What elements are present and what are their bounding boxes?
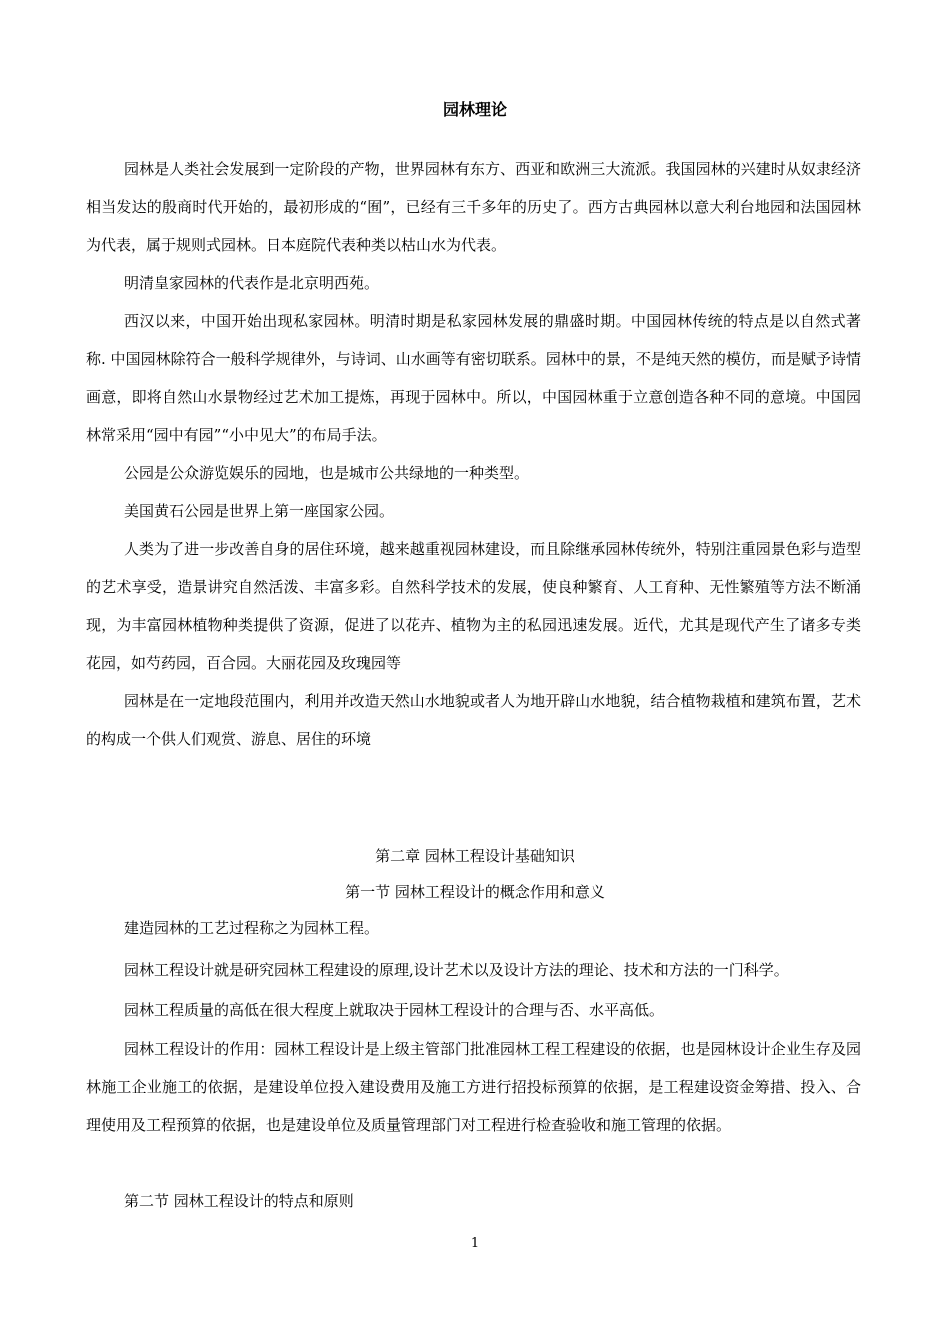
- paragraph-design-quality: 园林工程质量的高低在很大程度上就取决于园林工程设计的合理与否、水平高低。: [124, 1001, 665, 1019]
- section-heading-1: 第一节 园林工程设计的概念作用和意义: [345, 883, 605, 901]
- section-heading-2: 第二节 园林工程设计的特点和原则: [124, 1192, 354, 1210]
- page-title: 园林理论: [442, 100, 507, 119]
- paragraph-public-park: 公园是公众游览娱乐的园地，也是城市公共绿地的一种类型。: [124, 464, 530, 482]
- paragraph-engineering-definition: 建造园林的工艺过程称之为园林工程。: [124, 919, 380, 937]
- page-number: 1: [470, 1236, 480, 1251]
- paragraph-design-definition: 园林工程设计就是研究园林工程建设的原理,设计艺术以及设计方法的理论、技术和方法的一门科学。: [124, 961, 789, 979]
- paragraph-modern-development: 人类为了进一步改善自身的居住环境，越来越重视园林建设，而且除继承园林传统外，特别注重园景色彩与造型的艺术享受，造景讲究自然活泼、丰富多彩。自然科学技术的发展，使良种繁育、人工育种、无性繁殖等方法不断涌现，为丰富园林植物种类提供了资源，促进了以花卉、植物为主的私园迅速发展。近代，尤其是现代产生了诸多专类花园，如芍药园，百合园。大丽花园及玫瑰园等: [86, 540, 861, 672]
- paragraph-origins: 园林是人类社会发展到一定阶段的产物，世界园林有东方、西亚和欧洲三大流派。我国园林的兴建时从奴隶经济相当发达的殷商时代开始的，最初形成的“囿”，已经有三千多年的历史了。西方古典园林以意大利台地园和法国园林为代表，属于规则式园林。日本庭院代表种类以枯山水为代表。: [86, 160, 861, 254]
- paragraph-garden-definition: 园林是在一定地段范围内，利用并改造天然山水地貌或者人为地开辟山水地貌，结合植物栽植和建筑布置，艺术的构成一个供人们观赏、游息、居住的环境: [86, 692, 861, 748]
- paragraph-imperial-garden: 明清皇家园林的代表作是北京明西苑。: [124, 274, 380, 292]
- chapter-heading: 第二章 园林工程设计基础知识: [375, 847, 575, 865]
- paragraph-private-gardens: 西汉以来，中国开始出现私家园林。明清时期是私家园林发展的鼎盛时期。中国园林传统的特点是以自然式著称. 中国园林除符合一般科学规律外，与诗词、山水画等有密切联系。园林中的景，不是纯天然的模仿，而是赋予诗情画意，即将自然山水景物经过艺术加工提炼，再现于园林中。所以，中国园林重于立意创造各种不同的意境。中国园林常采用“园中有园”“小中见大”的布局手法。: [86, 312, 861, 444]
- paragraph-yellowstone: 美国黄石公园是世界上第一座国家公园。: [124, 502, 395, 520]
- paragraph-design-role: 园林工程设计的作用：园林工程设计是上级主管部门批准园林工程工程建设的依据，也是园林设计企业生存及园林施工企业施工的依据，是建设单位投入建设费用及施工方进行招投标预算的依据，是工程建设资金筹措、投入、合理使用及工程预算的依据，也是建设单位及质量管理部门对工程进行检查验收和施工管理的依据。: [86, 1040, 861, 1134]
